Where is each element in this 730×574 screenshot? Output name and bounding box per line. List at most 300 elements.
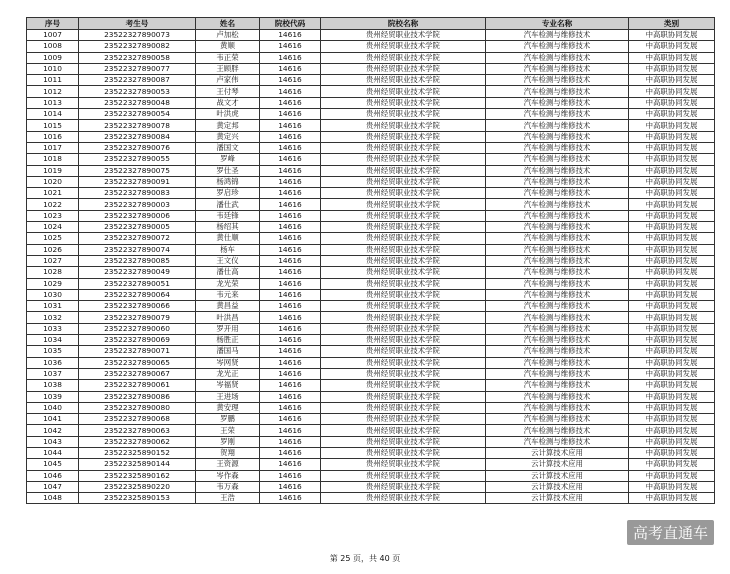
cell-school-name: 贵州经贸职业技术学院 — [321, 188, 486, 199]
table-row — [27, 380, 715, 391]
cell-school-name: 贵州经贸职业技术学院 — [321, 131, 486, 142]
cell-name: 黄昌益 — [196, 301, 260, 312]
cell-category: 中高职协同发展 — [629, 176, 715, 187]
cell-seq: 1035 — [27, 346, 79, 357]
cell-major: 汽车检测与维修技术 — [486, 380, 629, 391]
cell-category: 中高职协同发展 — [629, 120, 715, 131]
cell-major: 汽车检测与维修技术 — [486, 402, 629, 413]
cell-seq: 1034 — [27, 335, 79, 346]
cell-exam-no: 23522327890083 — [79, 188, 196, 199]
cell-name: 王荣 — [196, 425, 260, 436]
cell-seq: 1027 — [27, 255, 79, 266]
header-seq: 序号 — [27, 18, 79, 30]
cell-category: 中高职协同发展 — [629, 402, 715, 413]
cell-school-code: 14616 — [260, 447, 321, 458]
cell-school-name: 贵州经贸职业技术学院 — [321, 30, 486, 41]
cell-school-name: 贵州经贸职业技术学院 — [321, 176, 486, 187]
admission-list-sheet — [26, 17, 714, 504]
cell-major: 汽车检测与维修技术 — [486, 323, 629, 334]
cell-exam-no: 23522327890054 — [79, 109, 196, 120]
cell-seq: 1023 — [27, 210, 79, 221]
cell-name: 岑作森 — [196, 470, 260, 481]
cell-school-name: 贵州经贸职业技术学院 — [321, 41, 486, 52]
cell-name: 韦廷锋 — [196, 210, 260, 221]
cell-exam-no: 23522325890220 — [79, 481, 196, 492]
header-category: 类别 — [629, 18, 715, 30]
cell-major: 汽车检测与维修技术 — [486, 425, 629, 436]
cell-school-name: 贵州经贸职业技术学院 — [321, 289, 486, 300]
table-row — [27, 323, 715, 334]
cell-category: 中高职协同发展 — [629, 131, 715, 142]
cell-name: 岑福贤 — [196, 380, 260, 391]
cell-major: 汽车检测与维修技术 — [486, 267, 629, 278]
cell-major: 汽车检测与维修技术 — [486, 109, 629, 120]
cell-name: 杨绍其 — [196, 222, 260, 233]
table-row — [27, 199, 715, 210]
cell-exam-no: 23522327890048 — [79, 97, 196, 108]
cell-seq: 1030 — [27, 289, 79, 300]
table-row — [27, 176, 715, 187]
cell-seq: 1036 — [27, 357, 79, 368]
cell-seq: 1012 — [27, 86, 79, 97]
cell-major: 汽车检测与维修技术 — [486, 199, 629, 210]
cell-school-code: 14616 — [260, 391, 321, 402]
table-row — [27, 41, 715, 52]
cell-major: 汽车检测与维修技术 — [486, 289, 629, 300]
page-footer: 第 25 页，共 40 页 — [329, 554, 401, 563]
cell-school-code: 14616 — [260, 346, 321, 357]
cell-school-code: 14616 — [260, 222, 321, 233]
cell-school-code: 14616 — [260, 30, 321, 41]
cell-school-name: 贵州经贸职业技术学院 — [321, 414, 486, 425]
cell-school-code: 14616 — [260, 255, 321, 266]
table-row — [27, 289, 715, 300]
cell-school-code: 14616 — [260, 131, 321, 142]
cell-exam-no: 23522327890006 — [79, 210, 196, 221]
table-row — [27, 447, 715, 458]
cell-major: 汽车检测与维修技术 — [486, 368, 629, 379]
cell-name: 罗启珍 — [196, 188, 260, 199]
cell-school-code: 14616 — [260, 233, 321, 244]
cell-category: 中高职协同发展 — [629, 368, 715, 379]
cell-exam-no: 23522327890072 — [79, 233, 196, 244]
cell-seq: 1021 — [27, 188, 79, 199]
cell-school-name: 贵州经贸职业技术学院 — [321, 255, 486, 266]
table-row — [27, 301, 715, 312]
cell-major: 汽车检测与维修技术 — [486, 142, 629, 153]
cell-seq: 1037 — [27, 368, 79, 379]
cell-category: 中高职协同发展 — [629, 165, 715, 176]
cell-school-name: 贵州经贸职业技术学院 — [321, 357, 486, 368]
table-row — [27, 131, 715, 142]
cell-seq: 1042 — [27, 425, 79, 436]
cell-exam-no: 23522327890062 — [79, 436, 196, 447]
cell-school-code: 14616 — [260, 267, 321, 278]
cell-exam-no: 23522327890005 — [79, 222, 196, 233]
table-row — [27, 357, 715, 368]
cell-name: 韦万森 — [196, 481, 260, 492]
table-row — [27, 481, 715, 492]
cell-major: 汽车检测与维修技术 — [486, 63, 629, 74]
table-row — [27, 391, 715, 402]
cell-category: 中高职协同发展 — [629, 289, 715, 300]
cell-name: 罗开用 — [196, 323, 260, 334]
cell-major: 汽车检测与维修技术 — [486, 75, 629, 86]
table-row — [27, 312, 715, 323]
site-logo: 高考直通车 — [627, 520, 714, 545]
table-row — [27, 402, 715, 413]
cell-category: 中高职协同发展 — [629, 233, 715, 244]
cell-school-code: 14616 — [260, 323, 321, 334]
cell-exam-no: 23522327890069 — [79, 335, 196, 346]
table-row — [27, 414, 715, 425]
cell-school-name: 贵州经贸职业技术学院 — [321, 481, 486, 492]
cell-school-code: 14616 — [260, 278, 321, 289]
cell-major: 汽车检测与维修技术 — [486, 210, 629, 221]
cell-category: 中高职协同发展 — [629, 493, 715, 504]
cell-name: 王进场 — [196, 391, 260, 402]
cell-seq: 1018 — [27, 154, 79, 165]
cell-name: 王顾胖 — [196, 63, 260, 74]
cell-seq: 1022 — [27, 199, 79, 210]
cell-exam-no: 23522327890064 — [79, 289, 196, 300]
cell-name: 岑网贤 — [196, 357, 260, 368]
table-row — [27, 30, 715, 41]
cell-category: 中高职协同发展 — [629, 41, 715, 52]
cell-seq: 1009 — [27, 52, 79, 63]
cell-school-name: 贵州经贸职业技术学院 — [321, 425, 486, 436]
cell-school-name: 贵州经贸职业技术学院 — [321, 402, 486, 413]
cell-exam-no: 23522325890153 — [79, 493, 196, 504]
cell-exam-no: 23522327890082 — [79, 41, 196, 52]
table-row — [27, 493, 715, 504]
cell-seq: 1017 — [27, 142, 79, 153]
cell-major: 汽车检测与维修技术 — [486, 312, 629, 323]
cell-school-name: 贵州经贸职业技术学院 — [321, 75, 486, 86]
cell-school-code: 14616 — [260, 75, 321, 86]
table-row — [27, 278, 715, 289]
cell-name: 龙光荣 — [196, 278, 260, 289]
table-row — [27, 154, 715, 165]
cell-major: 汽车检测与维修技术 — [486, 97, 629, 108]
cell-category: 中高职协同发展 — [629, 63, 715, 74]
cell-school-code: 14616 — [260, 63, 321, 74]
cell-name: 罗仕圣 — [196, 165, 260, 176]
cell-exam-no: 23522327890079 — [79, 312, 196, 323]
cell-school-code: 14616 — [260, 380, 321, 391]
cell-category: 中高职协同发展 — [629, 244, 715, 255]
cell-school-code: 14616 — [260, 481, 321, 492]
table-header-row — [27, 18, 715, 30]
cell-category: 中高职协同发展 — [629, 75, 715, 86]
table-row — [27, 436, 715, 447]
cell-category: 中高职协同发展 — [629, 481, 715, 492]
cell-school-code: 14616 — [260, 120, 321, 131]
cell-category: 中高职协同发展 — [629, 459, 715, 470]
cell-category: 中高职协同发展 — [629, 267, 715, 278]
cell-exam-no: 23522327890087 — [79, 75, 196, 86]
cell-name: 罗刚 — [196, 436, 260, 447]
cell-school-name: 贵州经贸职业技术学院 — [321, 278, 486, 289]
cell-name: 卢加松 — [196, 30, 260, 41]
cell-major: 汽车检测与维修技术 — [486, 41, 629, 52]
cell-seq: 1047 — [27, 481, 79, 492]
table-row — [27, 86, 715, 97]
cell-seq: 1044 — [27, 447, 79, 458]
header-school-name: 院校名称 — [321, 18, 486, 30]
cell-name: 战文才 — [196, 97, 260, 108]
cell-major: 汽车检测与维修技术 — [486, 86, 629, 97]
cell-exam-no: 23522327890061 — [79, 380, 196, 391]
cell-school-name: 贵州经贸职业技术学院 — [321, 199, 486, 210]
cell-school-name: 贵州经贸职业技术学院 — [321, 323, 486, 334]
cell-school-code: 14616 — [260, 301, 321, 312]
cell-school-name: 贵州经贸职业技术学院 — [321, 335, 486, 346]
cell-major: 汽车检测与维修技术 — [486, 165, 629, 176]
cell-seq: 1025 — [27, 233, 79, 244]
cell-school-name: 贵州经贸职业技术学院 — [321, 142, 486, 153]
cell-name: 潘国文 — [196, 142, 260, 153]
cell-school-code: 14616 — [260, 41, 321, 52]
cell-category: 中高职协同发展 — [629, 346, 715, 357]
cell-school-code: 14616 — [260, 109, 321, 120]
cell-school-name: 贵州经贸职业技术学院 — [321, 222, 486, 233]
cell-name: 韦元来 — [196, 289, 260, 300]
cell-exam-no: 23522327890049 — [79, 267, 196, 278]
table-row — [27, 346, 715, 357]
cell-school-name: 贵州经贸职业技术学院 — [321, 52, 486, 63]
cell-seq: 1016 — [27, 131, 79, 142]
cell-category: 中高职协同发展 — [629, 255, 715, 266]
cell-category: 中高职协同发展 — [629, 425, 715, 436]
header-name: 姓名 — [196, 18, 260, 30]
cell-exam-no: 23522327890075 — [79, 165, 196, 176]
table-body — [27, 30, 715, 504]
cell-name: 潘仕武 — [196, 199, 260, 210]
cell-school-name: 贵州经贸职业技术学院 — [321, 120, 486, 131]
cell-school-name: 贵州经贸职业技术学院 — [321, 380, 486, 391]
cell-category: 中高职协同发展 — [629, 357, 715, 368]
cell-seq: 1039 — [27, 391, 79, 402]
cell-category: 中高职协同发展 — [629, 97, 715, 108]
cell-name: 杨车 — [196, 244, 260, 255]
cell-seq: 1007 — [27, 30, 79, 41]
cell-major: 汽车检测与维修技术 — [486, 120, 629, 131]
cell-school-code: 14616 — [260, 436, 321, 447]
cell-school-name: 贵州经贸职业技术学院 — [321, 63, 486, 74]
cell-school-code: 14616 — [260, 414, 321, 425]
cell-category: 中高职协同发展 — [629, 447, 715, 458]
cell-name: 潘仕高 — [196, 267, 260, 278]
cell-seq: 1031 — [27, 301, 79, 312]
cell-major: 汽车检测与维修技术 — [486, 30, 629, 41]
table-row — [27, 75, 715, 86]
cell-name: 杨鸿锦 — [196, 176, 260, 187]
cell-school-code: 14616 — [260, 357, 321, 368]
header-major: 专业名称 — [486, 18, 629, 30]
cell-school-code: 14616 — [260, 368, 321, 379]
cell-seq: 1024 — [27, 222, 79, 233]
cell-seq: 1045 — [27, 459, 79, 470]
cell-school-name: 贵州经贸职业技术学院 — [321, 391, 486, 402]
table-row — [27, 97, 715, 108]
cell-exam-no: 23522327890003 — [79, 199, 196, 210]
cell-major: 汽车检测与维修技术 — [486, 233, 629, 244]
cell-category: 中高职协同发展 — [629, 278, 715, 289]
cell-name: 黄定兴 — [196, 131, 260, 142]
cell-school-name: 贵州经贸职业技术学院 — [321, 301, 486, 312]
cell-category: 中高职协同发展 — [629, 109, 715, 120]
cell-seq: 1011 — [27, 75, 79, 86]
cell-school-code: 14616 — [260, 244, 321, 255]
cell-school-code: 14616 — [260, 176, 321, 187]
admission-table — [26, 17, 715, 504]
cell-exam-no: 23522325890144 — [79, 459, 196, 470]
cell-major: 汽车检测与维修技术 — [486, 52, 629, 63]
cell-school-name: 贵州经贸职业技术学院 — [321, 244, 486, 255]
cell-exam-no: 23522325890152 — [79, 447, 196, 458]
cell-exam-no: 23522327890091 — [79, 176, 196, 187]
cell-category: 中高职协同发展 — [629, 436, 715, 447]
cell-school-code: 14616 — [260, 493, 321, 504]
cell-exam-no: 23522327890080 — [79, 402, 196, 413]
cell-exam-no: 23522327890051 — [79, 278, 196, 289]
table-row — [27, 335, 715, 346]
cell-name: 贺翔 — [196, 447, 260, 458]
cell-seq: 1014 — [27, 109, 79, 120]
cell-major: 汽车检测与维修技术 — [486, 335, 629, 346]
cell-school-code: 14616 — [260, 52, 321, 63]
cell-name: 黄仕顺 — [196, 233, 260, 244]
cell-school-name: 贵州经贸职业技术学院 — [321, 233, 486, 244]
cell-seq: 1015 — [27, 120, 79, 131]
cell-exam-no: 23522327890053 — [79, 86, 196, 97]
cell-exam-no: 23522327890060 — [79, 323, 196, 334]
table-row — [27, 267, 715, 278]
cell-school-code: 14616 — [260, 165, 321, 176]
cell-category: 中高职协同发展 — [629, 380, 715, 391]
cell-exam-no: 23522327890074 — [79, 244, 196, 255]
cell-category: 中高职协同发展 — [629, 188, 715, 199]
cell-school-code: 14616 — [260, 142, 321, 153]
cell-seq: 1041 — [27, 414, 79, 425]
cell-seq: 1032 — [27, 312, 79, 323]
cell-major: 汽车检测与维修技术 — [486, 244, 629, 255]
cell-school-name: 贵州经贸职业技术学院 — [321, 470, 486, 481]
table-row — [27, 368, 715, 379]
cell-category: 中高职协同发展 — [629, 470, 715, 481]
cell-major: 汽车检测与维修技术 — [486, 188, 629, 199]
cell-school-code: 14616 — [260, 470, 321, 481]
cell-major: 汽车检测与维修技术 — [486, 414, 629, 425]
cell-category: 中高职协同发展 — [629, 301, 715, 312]
table-row — [27, 470, 715, 481]
cell-school-code: 14616 — [260, 459, 321, 470]
cell-name: 韦正荣 — [196, 52, 260, 63]
cell-school-code: 14616 — [260, 199, 321, 210]
table-row — [27, 233, 715, 244]
header-exam-no: 考生号 — [79, 18, 196, 30]
cell-category: 中高职协同发展 — [629, 30, 715, 41]
cell-major: 云计算技术应用 — [486, 493, 629, 504]
cell-exam-no: 23522327890066 — [79, 301, 196, 312]
cell-exam-no: 23522327890071 — [79, 346, 196, 357]
cell-school-code: 14616 — [260, 97, 321, 108]
header-school-code: 院校代码 — [260, 18, 321, 30]
cell-school-code: 14616 — [260, 210, 321, 221]
cell-exam-no: 23522327890065 — [79, 357, 196, 368]
cell-major: 云计算技术应用 — [486, 459, 629, 470]
cell-exam-no: 23522327890068 — [79, 414, 196, 425]
cell-major: 汽车检测与维修技术 — [486, 154, 629, 165]
table-row — [27, 425, 715, 436]
cell-major: 汽车检测与维修技术 — [486, 278, 629, 289]
table-row — [27, 222, 715, 233]
cell-category: 中高职协同发展 — [629, 323, 715, 334]
table-row — [27, 120, 715, 131]
cell-category: 中高职协同发展 — [629, 199, 715, 210]
cell-name: 黄安理 — [196, 402, 260, 413]
cell-name: 黄定邦 — [196, 120, 260, 131]
cell-name: 龙光正 — [196, 368, 260, 379]
cell-seq: 1048 — [27, 493, 79, 504]
cell-school-name: 贵州经贸职业技术学院 — [321, 267, 486, 278]
cell-name: 卢家伟 — [196, 75, 260, 86]
cell-major: 汽车检测与维修技术 — [486, 255, 629, 266]
cell-seq: 1013 — [27, 97, 79, 108]
cell-major: 汽车检测与维修技术 — [486, 222, 629, 233]
cell-school-name: 贵州经贸职业技术学院 — [321, 165, 486, 176]
cell-name: 黄顺 — [196, 41, 260, 52]
cell-school-code: 14616 — [260, 154, 321, 165]
cell-exam-no: 23522325890162 — [79, 470, 196, 481]
cell-school-name: 贵州经贸职业技术学院 — [321, 109, 486, 120]
cell-seq: 1026 — [27, 244, 79, 255]
cell-school-code: 14616 — [260, 425, 321, 436]
cell-major: 汽车检测与维修技术 — [486, 391, 629, 402]
table-row — [27, 52, 715, 63]
cell-exam-no: 23522327890076 — [79, 142, 196, 153]
cell-major: 云计算技术应用 — [486, 447, 629, 458]
cell-school-code: 14616 — [260, 86, 321, 97]
cell-name: 王浩 — [196, 493, 260, 504]
cell-major: 汽车检测与维修技术 — [486, 436, 629, 447]
cell-major: 汽车检测与维修技术 — [486, 346, 629, 357]
cell-school-name: 贵州经贸职业技术学院 — [321, 97, 486, 108]
table-row — [27, 142, 715, 153]
cell-school-name: 贵州经贸职业技术学院 — [321, 447, 486, 458]
cell-exam-no: 23522327890077 — [79, 63, 196, 74]
cell-seq: 1020 — [27, 176, 79, 187]
cell-school-name: 贵州经贸职业技术学院 — [321, 436, 486, 447]
cell-name: 罗峰 — [196, 154, 260, 165]
cell-category: 中高职协同发展 — [629, 142, 715, 153]
cell-major: 汽车检测与维修技术 — [486, 357, 629, 368]
cell-category: 中高职协同发展 — [629, 391, 715, 402]
cell-seq: 1040 — [27, 402, 79, 413]
cell-exam-no: 23522327890067 — [79, 368, 196, 379]
table-row — [27, 188, 715, 199]
table-row — [27, 459, 715, 470]
table-row — [27, 109, 715, 120]
cell-school-name: 贵州经贸职业技术学院 — [321, 368, 486, 379]
cell-seq: 1028 — [27, 267, 79, 278]
cell-category: 中高职协同发展 — [629, 312, 715, 323]
cell-school-name: 贵州经贸职业技术学院 — [321, 459, 486, 470]
cell-seq: 1038 — [27, 380, 79, 391]
cell-category: 中高职协同发展 — [629, 86, 715, 97]
cell-exam-no: 23522327890058 — [79, 52, 196, 63]
